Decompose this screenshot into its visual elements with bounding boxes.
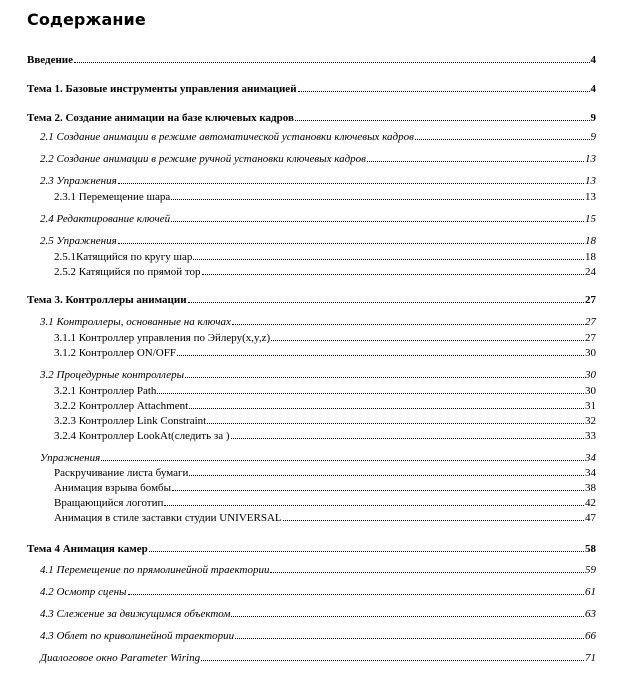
toc-entry-page: 13 xyxy=(585,175,596,187)
toc-dot-leader xyxy=(177,355,584,356)
toc-dot-leader xyxy=(171,221,584,222)
toc-entry[interactable] xyxy=(40,561,596,576)
toc-entry[interactable] xyxy=(54,412,596,427)
toc-entry-title: 2.5 Упражнения xyxy=(40,235,117,247)
toc-dot-leader xyxy=(101,460,584,461)
toc-entry[interactable] xyxy=(40,128,596,143)
toc-dot-leader xyxy=(415,139,590,140)
toc-entry-title: 2.2 Создание анимации в режиме ручной установки ключевых кадров xyxy=(40,153,366,165)
toc-entry[interactable] xyxy=(54,263,596,278)
toc-entry-page: 47 xyxy=(585,512,596,524)
toc-entry-title: Вращающийся логотип xyxy=(54,497,164,509)
toc-entry-page: 13 xyxy=(585,153,596,165)
toc-dot-leader xyxy=(185,377,584,378)
toc-entry-page: 71 xyxy=(585,652,596,664)
toc-entry-title: 4.2 Осмотр сцены xyxy=(40,586,127,598)
toc-dot-leader xyxy=(193,259,584,260)
toc-entry-page: 9 xyxy=(590,112,596,124)
toc-entry-title: 2.3 Упражнения xyxy=(40,175,117,187)
toc-dot-leader xyxy=(367,161,584,162)
toc-entry[interactable] xyxy=(40,313,596,328)
toc-entry[interactable] xyxy=(40,627,596,642)
toc-dot-leader xyxy=(298,91,590,92)
toc-entry[interactable] xyxy=(40,583,596,598)
toc-dot-leader xyxy=(74,62,589,63)
toc-entry[interactable] xyxy=(40,150,596,165)
toc-entry-page: 61 xyxy=(585,586,596,598)
toc-entry-page: 9 xyxy=(590,131,596,143)
toc-entry[interactable] xyxy=(54,344,596,359)
toc-dot-leader xyxy=(189,475,584,476)
toc-entry-title: Тема 3. Контроллеры анимации xyxy=(27,294,187,306)
toc-dot-leader xyxy=(202,274,584,275)
toc-entry-page: 13 xyxy=(585,191,596,203)
toc-entry[interactable] xyxy=(54,397,596,412)
toc-dot-leader xyxy=(235,638,584,639)
toc-entry-title: Тема 4 Анимация камер xyxy=(27,543,148,555)
toc-dot-leader xyxy=(271,340,584,341)
toc-dot-leader xyxy=(231,438,584,439)
toc-dot-leader xyxy=(157,393,584,394)
toc-entry-page: 4 xyxy=(590,54,596,66)
toc-dot-leader xyxy=(201,660,584,661)
toc-entry-page: 15 xyxy=(585,213,596,225)
toc-entry[interactable] xyxy=(40,172,596,187)
toc-dot-leader xyxy=(118,183,584,184)
toc-entry-title: 2.5.2 Катящийся по прямой тор xyxy=(54,266,201,278)
toc-entry-page: 31 xyxy=(585,400,596,412)
toc-entry[interactable] xyxy=(54,329,596,344)
toc-entry-title: Тема 1. Базовые инструменты управления анимацией xyxy=(27,83,297,95)
toc-entry-title: 3.2 Процедурные контроллеры xyxy=(40,369,185,381)
toc-entry-title: 3.2.3 Контроллер Link Constraint xyxy=(54,415,207,427)
toc-dot-leader xyxy=(128,594,585,595)
toc-entry-title: 3.1.2 Контроллер ON/OFF xyxy=(54,347,176,359)
toc-entry[interactable] xyxy=(27,291,596,306)
toc-entry-page: 32 xyxy=(585,415,596,427)
toc-entry-title: Диалоговое окно Parameter Wiring xyxy=(40,652,201,664)
toc-dot-leader xyxy=(171,199,584,200)
toc-entry[interactable] xyxy=(54,464,596,479)
toc-entry-page: 66 xyxy=(585,630,596,642)
toc-entry-title: 4.3 Облет по криволинейной траектории xyxy=(40,630,235,642)
toc-entry[interactable] xyxy=(40,605,596,620)
toc-entry-title: 3.1 Контроллеры, основанные на ключах xyxy=(40,316,231,328)
toc-entry-page: 24 xyxy=(585,266,596,278)
toc-entry-title: 2.4 Редактирование ключей xyxy=(40,213,171,225)
toc-entry-page: 27 xyxy=(585,316,596,328)
toc-entry[interactable] xyxy=(27,80,596,95)
toc-dot-leader xyxy=(189,408,584,409)
toc-entry[interactable] xyxy=(54,494,596,509)
toc-dot-leader xyxy=(118,243,584,244)
toc-entry-title: Тема 2. Создание анимации на базе ключевых кадров xyxy=(27,112,294,124)
toc-dot-leader xyxy=(283,520,584,521)
toc-entry[interactable] xyxy=(27,109,596,124)
toc-entry[interactable] xyxy=(54,382,596,397)
toc-entry-title: 4.3 Слежение за движущимся объектом xyxy=(40,608,231,620)
toc-entry[interactable] xyxy=(54,248,596,263)
toc-entry[interactable] xyxy=(54,188,596,203)
toc-dot-leader xyxy=(231,616,584,617)
toc-entry[interactable] xyxy=(40,210,596,225)
toc-entry-title: 3.2.1 Контроллер Path xyxy=(54,385,157,397)
toc-entry-title: 3.1.1 Контроллер управления по Эйлеру(x,y,z) xyxy=(54,332,271,344)
toc-entry-page: 38 xyxy=(585,482,596,494)
toc-entry-title: Раскручивание листа бумаги xyxy=(54,467,189,479)
toc-entry-page: 27 xyxy=(585,332,596,344)
toc-dot-leader xyxy=(270,572,584,573)
toc-dot-leader xyxy=(164,505,584,506)
toc-entry-page: 33 xyxy=(585,430,596,442)
toc-dot-leader xyxy=(295,120,590,121)
toc-entry-title: 2.5.1Катящийся по кругу шар xyxy=(54,251,193,263)
toc-entry-page: 30 xyxy=(585,385,596,397)
page-title: Содержание xyxy=(27,10,146,29)
toc-entry[interactable] xyxy=(40,232,596,247)
toc-entry-page: 18 xyxy=(585,251,596,263)
toc-entry[interactable] xyxy=(40,449,596,464)
toc-entry[interactable] xyxy=(27,51,596,66)
toc-entry-page: 63 xyxy=(585,608,596,620)
toc-entry-page: 18 xyxy=(585,235,596,247)
toc-entry[interactable] xyxy=(54,509,596,524)
toc-entry[interactable] xyxy=(40,649,596,664)
toc-entry-title: Введение xyxy=(27,54,74,66)
toc-entry-title: Анимация взрыва бомбы xyxy=(54,482,172,494)
toc-entry[interactable] xyxy=(54,479,596,494)
toc-entry-page: 4 xyxy=(590,83,596,95)
toc-entry[interactable] xyxy=(40,366,596,381)
toc-dot-leader xyxy=(207,423,584,424)
toc-dot-leader xyxy=(188,302,584,303)
toc-entry-title: Упражнения xyxy=(40,452,101,464)
toc-entry-page: 34 xyxy=(585,467,596,479)
toc-entry-page: 34 xyxy=(585,452,596,464)
toc-entry-page: 59 xyxy=(585,564,596,576)
toc-dot-leader xyxy=(232,324,584,325)
toc-entry-title: 2.3.1 Перемещение шара xyxy=(54,191,171,203)
toc-dot-leader xyxy=(149,551,584,552)
toc-entry[interactable] xyxy=(54,427,596,442)
toc-dot-leader xyxy=(172,490,584,491)
toc-entry-title: 3.2.2 Контроллер Attachment xyxy=(54,400,189,412)
toc-entry-title: 4.1 Перемещение по прямолинейной траектории xyxy=(40,564,270,576)
toc-entry-page: 58 xyxy=(585,543,596,555)
toc-entry[interactable] xyxy=(27,540,596,555)
toc-entry-title: Анимация в стиле заставки студии UNIVERSAL xyxy=(54,512,282,524)
toc-entry-page: 30 xyxy=(585,369,596,381)
toc-entry-page: 27 xyxy=(585,294,596,306)
toc-entry-page: 30 xyxy=(585,347,596,359)
toc-entry-title: 2.1 Создание анимации в режиме автоматической установки ключевых кадров xyxy=(40,131,414,143)
toc-entry-title: 3.2.4 Контроллер LookAt(следить за ) xyxy=(54,430,230,442)
toc-entry-page: 42 xyxy=(585,497,596,509)
